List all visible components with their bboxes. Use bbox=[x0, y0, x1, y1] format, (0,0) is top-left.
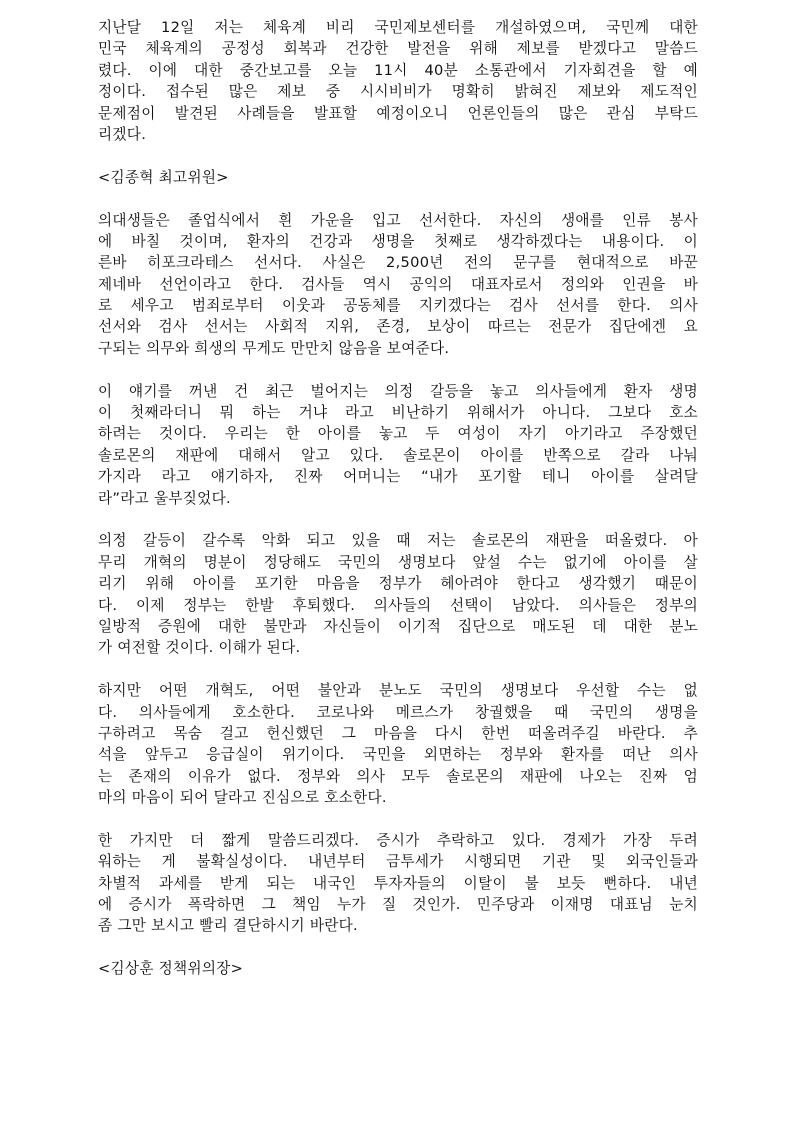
paragraph-appeal bbox=[98, 680, 698, 808]
text-line: 일방적 증원에 대한 불만과 자신들이 이기적 집단으로 매도된 데 대한 분노 bbox=[98, 617, 698, 635]
text-line: 정이다. 접수된 많은 제보 중 시시비비가 명확히 밝혀진 제보와 제도적인 bbox=[98, 83, 698, 101]
text-line: 의정 갈등이 갈수록 악화 되고 있을 때 저는 솔로몬의 재판을 떠올렸다. 아 bbox=[98, 532, 698, 550]
text-line: 제네바 선언이라고 한다. 검사들 역시 공익의 대표자로서 정의와 인권을 바 bbox=[98, 275, 698, 293]
text-line: 지난달 12일 저는 체육계 비리 국민제보센터를 개설하였으며, 국민께 대한 bbox=[98, 19, 698, 36]
text-line: 구되는 의무와 희생의 무게도 만만치 않음을 보여준다. bbox=[98, 339, 450, 357]
speaker-label-kim-sanghoon: <김상훈 정책위의장> bbox=[98, 960, 244, 978]
text-line: 한 가지만 더 짧게 말씀드리겠다. 증시가 추락하고 있다. 경제가 가장 두려 bbox=[98, 831, 698, 849]
text-line: 가 여전할 것이다. 이해가 된다. bbox=[98, 639, 301, 657]
paragraph-conflict bbox=[98, 530, 698, 658]
text-line: 리기 위해 아이를 포기한 마음을 정부가 헤아려야 한다고 생각했기 때문이 bbox=[98, 575, 698, 593]
paragraph-intro bbox=[98, 17, 698, 145]
text-line: 는 존재의 이유가 없다. 정부와 의사 모두 솔로몬의 재판에 나오는 진짜 엄 bbox=[98, 767, 698, 785]
text-line: 의대생들은 졸업식에서 흰 가운을 입고 선서한다. 자신의 생애를 인류 봉사 bbox=[98, 211, 698, 229]
text-line: 른바 히포크라테스 선서다. 사실은 2,500년 전의 문구를 현대적으로 바꾼 bbox=[98, 254, 698, 272]
text-line: 무리 개혁의 명분이 정당해도 국민의 생명보다 앞설 수는 없기에 아이를 살 bbox=[98, 553, 698, 571]
text-line: 솔로몬의 재판에 대해서 알고 있다. 솔로몬이 아이를 반쪽으로 갈라 나눠 bbox=[98, 446, 698, 464]
text-line: 석을 앞두고 응급실이 위기이다. 국민을 외면하는 정부와 환자를 떠난 의사 bbox=[98, 746, 698, 764]
text-line: 하려는 것이다. 우리는 한 아이를 놓고 두 여성이 자기 아기라고 주장했던 bbox=[98, 425, 698, 443]
text-line: 가지라 라고 얘기하자, 진짜 어머니는 “내가 포기할 테니 아이를 살려달 bbox=[98, 468, 698, 486]
text-line: 라”라고 울부짖었다. bbox=[98, 489, 231, 507]
text-line: 차별적 과세를 받게 되는 내국인 투자자들의 이탈이 불 보듯 뻔하다. 내년 bbox=[98, 874, 698, 892]
text-line: 워하는 게 불확실성이다. 내년부터 금투세가 시행되면 기관 및 외국인들과 bbox=[98, 853, 698, 871]
document-page bbox=[98, 17, 698, 1001]
paragraph-stock-market bbox=[98, 830, 698, 937]
text-line: 선서와 검사 선서는 사회적 지위, 존경, 보상이 따르는 전문가 집단에겐 요 bbox=[98, 318, 698, 336]
text-line: 문제점이 발견된 사례들을 발표할 예정이오니 언론인들의 많은 관심 부탁드 bbox=[98, 104, 698, 122]
text-line: 이 얘기를 꺼낸 건 최근 벌어지는 의정 갈등을 놓고 의사들에게 환자 생명 bbox=[98, 382, 698, 400]
text-line: 에 증시가 폭락하면 그 책임 누가 질 것인가. 민주당과 이재명 대표님 눈치 bbox=[98, 896, 698, 914]
text-line: 다. 의사들에게 호소한다. 코로나와 메르스가 창궐했을 때 국민의 생명을 bbox=[98, 703, 698, 721]
text-line: 마의 마음이 되어 달라고 진심으로 호소한다. bbox=[98, 789, 387, 807]
text-line: 리겠다. bbox=[98, 125, 147, 143]
text-line: 민국 체육계의 공정성 회복과 건강한 발전을 위해 제보를 받겠다고 말씀드 bbox=[98, 40, 698, 58]
text-line: 구하려고 목숨 걸고 헌신했던 그 마음을 다시 한번 떠올려주길 바란다. 추 bbox=[98, 724, 698, 742]
text-line: 다. 이제 정부는 한발 후퇴했다. 의사들의 선택이 남았다. 의사들은 정부의 bbox=[98, 596, 698, 614]
paragraph-oath bbox=[98, 210, 698, 360]
text-line: 렸다. 이에 대한 중간보고를 오늘 11시 40분 소통관에서 기자회견을 할 예 bbox=[98, 61, 698, 79]
paragraph-solomon bbox=[98, 381, 698, 509]
text-line: 로 세우고 범죄로부터 이웃과 공동체를 지키겠다는 검사 선서를 한다. 의사 bbox=[98, 297, 698, 315]
text-line: 에 바칠 것이며, 환자의 건강과 생명을 첫째로 생각하겠다는 내용이다. 이 bbox=[98, 232, 698, 250]
text-line: 좀 그만 보시고 빨리 결단하시기 바란다. bbox=[98, 917, 358, 935]
text-line: 이 첫째라더니 뭐 하는 거냐 라고 비난하기 위해서가 아니다. 그보다 호소 bbox=[98, 404, 698, 422]
text-line: 하지만 어떤 개혁도, 어떤 불안과 분노도 국민의 생명보다 우선할 수는 없 bbox=[98, 682, 698, 700]
speaker-label-kim-jonghyuk: <김종혁 최고위원> bbox=[98, 168, 229, 186]
